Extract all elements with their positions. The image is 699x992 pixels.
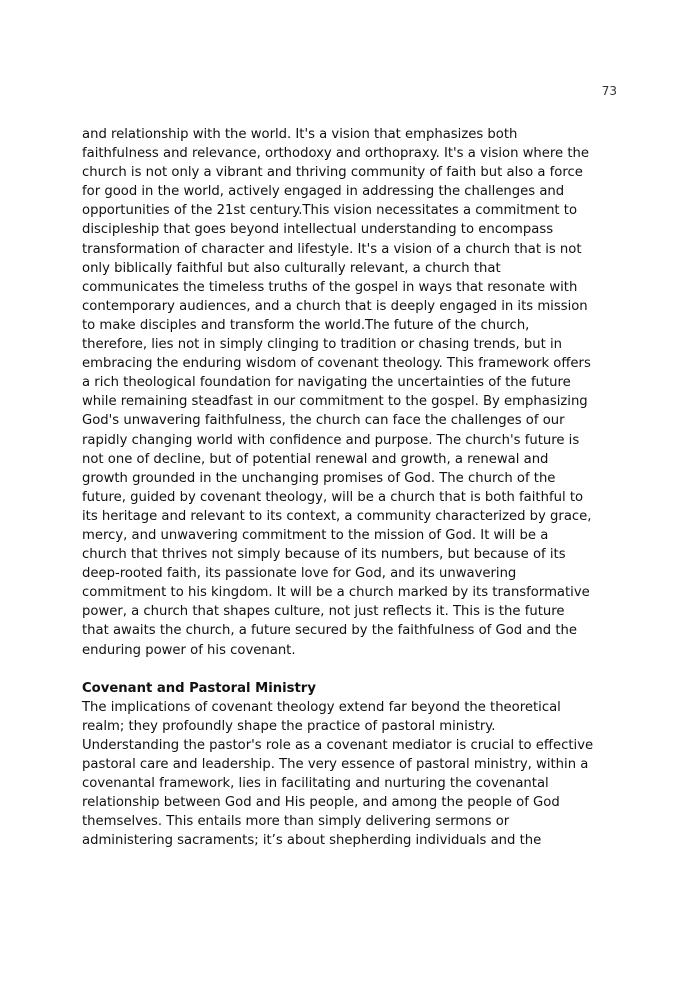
paragraph-spacer — [82, 660, 622, 679]
paragraph-line: to make disciples and transform the world.The future of the church, — [82, 317, 530, 333]
page-number: 73 — [601, 84, 617, 98]
paragraph-line: not one of decline, but of potential renewal and growth, a renewal and — [82, 451, 549, 467]
paragraph-line: church that thrives not simply because of its numbers, but because of its — [82, 547, 566, 563]
paragraph-line: a rich theological foundation for navigating the uncertainties of the future — [82, 375, 571, 391]
paragraph-line: power, a church that shapes culture, not just reflects it. This is the future — [82, 604, 565, 620]
paragraph-line: pastoral care and leadership. The very essence of pastoral ministry, within a — [82, 757, 589, 773]
paragraph-line: administering sacraments; it’s about shepherding individuals and the — [82, 833, 542, 849]
paragraph-line: contemporary audiences, and a church that is deeply engaged in its mission — [82, 298, 588, 314]
paragraph-line: covenantal framework, lies in facilitating and nurturing the covenantal — [82, 776, 549, 792]
paragraph-line: rapidly changing world with confidence and purpose. The church's future is — [82, 432, 580, 448]
paragraph-line: mercy, and unwavering commitment to the mission of God. It will be a — [82, 527, 549, 543]
paragraph-line: The implications of covenant theology extend far beyond the theoretical — [82, 699, 561, 715]
body-paragraph — [82, 125, 622, 660]
paragraph-line: future, guided by covenant theology, will be a church that is both faithful to — [82, 489, 584, 505]
paragraph-line: realm; they profoundly shape the practice of pastoral ministry. — [82, 718, 496, 734]
paragraph-line: opportunities of the 21st century.This vision necessitates a commitment to — [82, 203, 578, 219]
paragraph-line: its heritage and relevant to its context, a community characterized by grace, — [82, 508, 592, 524]
paragraph-line: Understanding the pastor's role as a covenant mediator is crucial to effective — [82, 738, 594, 753]
paragraph-line: church is not only a vibrant and thriving community of faith but also a force — [82, 165, 583, 181]
paragraph-line: therefore, lies not in simply clinging to tradition or chasing trends, but in — [82, 337, 562, 353]
paragraph-line: commitment to his kingdom. It will be a church marked by its transformative — [82, 585, 590, 601]
paragraph-line: deep-rooted faith, its passionate love for God, and its unwavering — [82, 566, 517, 582]
paragraph-line: that awaits the church, a future secured by the faithfulness of God and the — [82, 623, 577, 639]
paragraph-line: for good in the world, actively engaged in addressing the challenges and — [82, 184, 565, 200]
section-paragraph — [82, 698, 622, 851]
paragraph-line: discipleship that goes beyond intellectual understanding to encompass — [82, 222, 554, 238]
paragraph-line: transformation of character and lifestyle. It's a vision of a church that is not — [82, 241, 582, 257]
paragraph-line: communicates the timeless truths of the gospel in ways that resonate with — [82, 279, 578, 295]
paragraph-line: and relationship with the world. It's a vision that emphasizes both — [82, 127, 518, 142]
paragraph-line: while remaining steadfast in our commitment to the gospel. By emphasizing — [82, 394, 588, 410]
paragraph-line: relationship between God and His people, and among the people of God — [82, 795, 560, 811]
document-body — [82, 125, 622, 851]
paragraph-line: only biblically faithful but also culturally relevant, a church that — [82, 260, 501, 276]
paragraph-line: embracing the enduring wisdom of covenant theology. This framework offers — [82, 356, 591, 372]
paragraph-line: growth grounded in the unchanging promises of God. The church of the — [82, 470, 556, 486]
paragraph-line: themselves. This entails more than simply delivering sermons or — [82, 814, 510, 830]
section-heading: Covenant and Pastoral Ministry — [82, 680, 316, 696]
paragraph-line: enduring power of his covenant. — [82, 642, 296, 658]
paragraph-line: God's unwavering faithfulness, the church can face the challenges of our — [82, 413, 565, 429]
paragraph-line: faithfulness and relevance, orthodoxy and orthopraxy. It's a vision where the — [82, 146, 589, 162]
